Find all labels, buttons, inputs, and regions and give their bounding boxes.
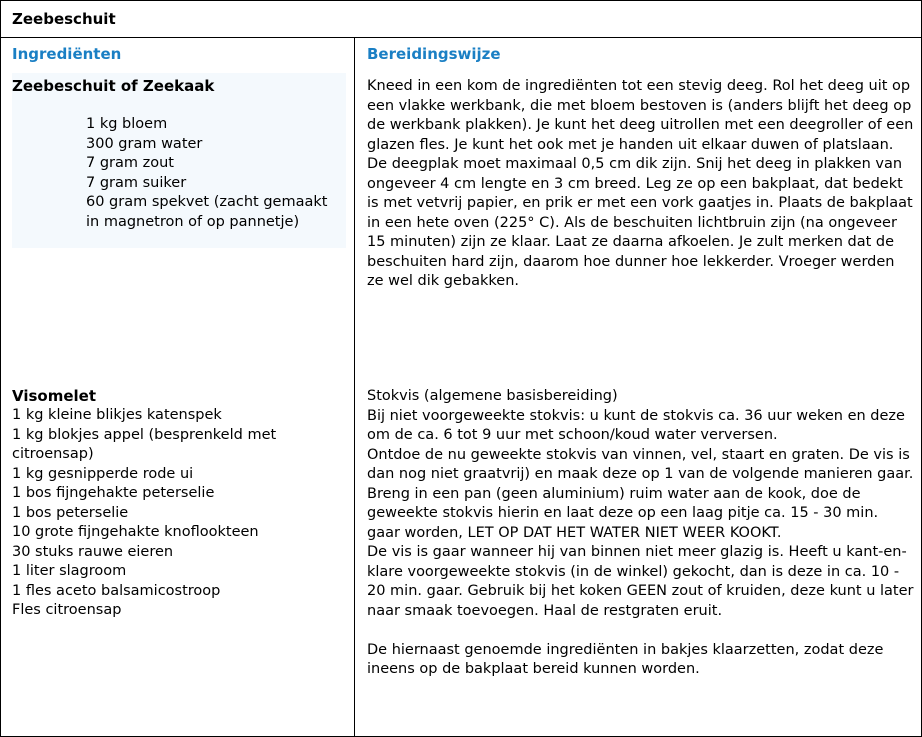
zeebeschuit-ingredient-list bbox=[86, 115, 344, 232]
method-paragraph: Stokvis (algemene basisbereiding) bbox=[367, 388, 618, 404]
document-title: Zeebeschuit bbox=[12, 10, 116, 28]
method-paragraph: Ontdoe de nu geweekte stokvis van vinnen, vel, staart en graten. De vis is dan nog niet graatvrij) en maak deze op 1 van de volgende manieren gaar. bbox=[367, 446, 914, 482]
visomelet-ingredient-list bbox=[12, 406, 347, 621]
list-item: 1 kg bloem bbox=[86, 116, 168, 132]
method-paragraph: Breng in een pan (geen aluminium) ruim water aan de kook, doe de geweekte stokvis hierin en laat deze op een laag pitje ca. 15 - 30 min. gaar worden, LET OP DAT HET WATER NIET WEER KOOKT. bbox=[367, 485, 879, 541]
list-item: 7 gram zout bbox=[86, 155, 174, 171]
method-paragraph: Bij niet voorgeweekte stokvis: u kunt de stokvis ca. 36 uur weken en deze om de ca. 6 tot 9 uur met schoon/koud water verversen. bbox=[367, 407, 905, 443]
list-item: 1 liter slagroom bbox=[12, 563, 127, 579]
list-item: Fles citroensap bbox=[12, 602, 122, 618]
zeebeschuit-title: Zeebeschuit of Zeekaak bbox=[12, 77, 215, 95]
visomelet-method-text bbox=[367, 387, 915, 680]
list-item: 1 fles aceto balsamicostroop bbox=[12, 582, 221, 599]
closing-note: De hiernaast genoemde ingrediënten in bakjes klaarzetten, zodat deze ineens op de bakplaat bereid kunnen worden. bbox=[367, 641, 884, 677]
list-item: 10 grote fijngehakte knoflookteen bbox=[12, 524, 259, 540]
list-item: 30 stuks rauwe eieren bbox=[12, 543, 174, 560]
zeebeschuit-method-text: Kneed in een kom de ingrediënten tot een stevig deeg. Rol het deeg uit op een vlakke werkbank, die met bloem bestoven is (anders blijft het deeg op de werkbank plakken). Je kunt het deeg uitrollen met een deegroller of een glazen fles. Je kunt het ook met je handen uit elkaar duwen of platslaan. De deegplak moet maximaal 0,5 cm dik zijn. Snij het deeg in plakken van ongeveer 4 cm lengte en 3 cm breed. Leg ze op een bakplaat, dat bedekt is met vetvrij papier, en prik er met een vork gaatjes in. Plaats de bakplaat in een hete oven (225° C). Als de beschuiten lichtbruin zijn (na ongeveer 15 minuten) zijn ze klaar. Laat ze daarna afkoelen. Je zult merken dat de beschuiten hard zijn, daarom hoe dunner hoe lekkerder. Vroeger werden ze wel dik gebakken. bbox=[367, 78, 914, 289]
ingredients-header: Ingrediënten bbox=[12, 45, 122, 63]
column-divider bbox=[354, 38, 355, 736]
visomelet-title: Visomelet bbox=[12, 387, 97, 405]
method-paragraph: De vis is gaar wanneer hij van binnen niet meer glazig is. Heeft u kant-en-klare voorgeweekte stokvis (in de winkel) gekocht, dan is deze in ca. 10 - 20 min. gaar. Gebruik bij het koken GEEN zout of kruiden, deze kunt u later naar smaak toevoegen. Haal de restgraten eruit. bbox=[367, 544, 914, 619]
list-item: 1 bos fijngehakte peterselie bbox=[12, 485, 215, 501]
list-item: 1 kg gesnipperde rode ui bbox=[12, 465, 194, 482]
list-item: 60 gram spekvet (zacht gemaakt in magnetron of op pannetje) bbox=[86, 194, 328, 230]
method-header: Bereidingswijze bbox=[367, 45, 501, 63]
list-item: 1 bos peterselie bbox=[12, 504, 129, 521]
list-item: 1 kg blokjes appel (besprenkeld met citroensap) bbox=[12, 426, 277, 462]
list-item: 300 gram water bbox=[86, 135, 203, 152]
list-item: 7 gram suiker bbox=[86, 174, 187, 191]
list-item: 1 kg kleine blikjes katenspek bbox=[12, 407, 222, 423]
title-row bbox=[1, 1, 921, 38]
